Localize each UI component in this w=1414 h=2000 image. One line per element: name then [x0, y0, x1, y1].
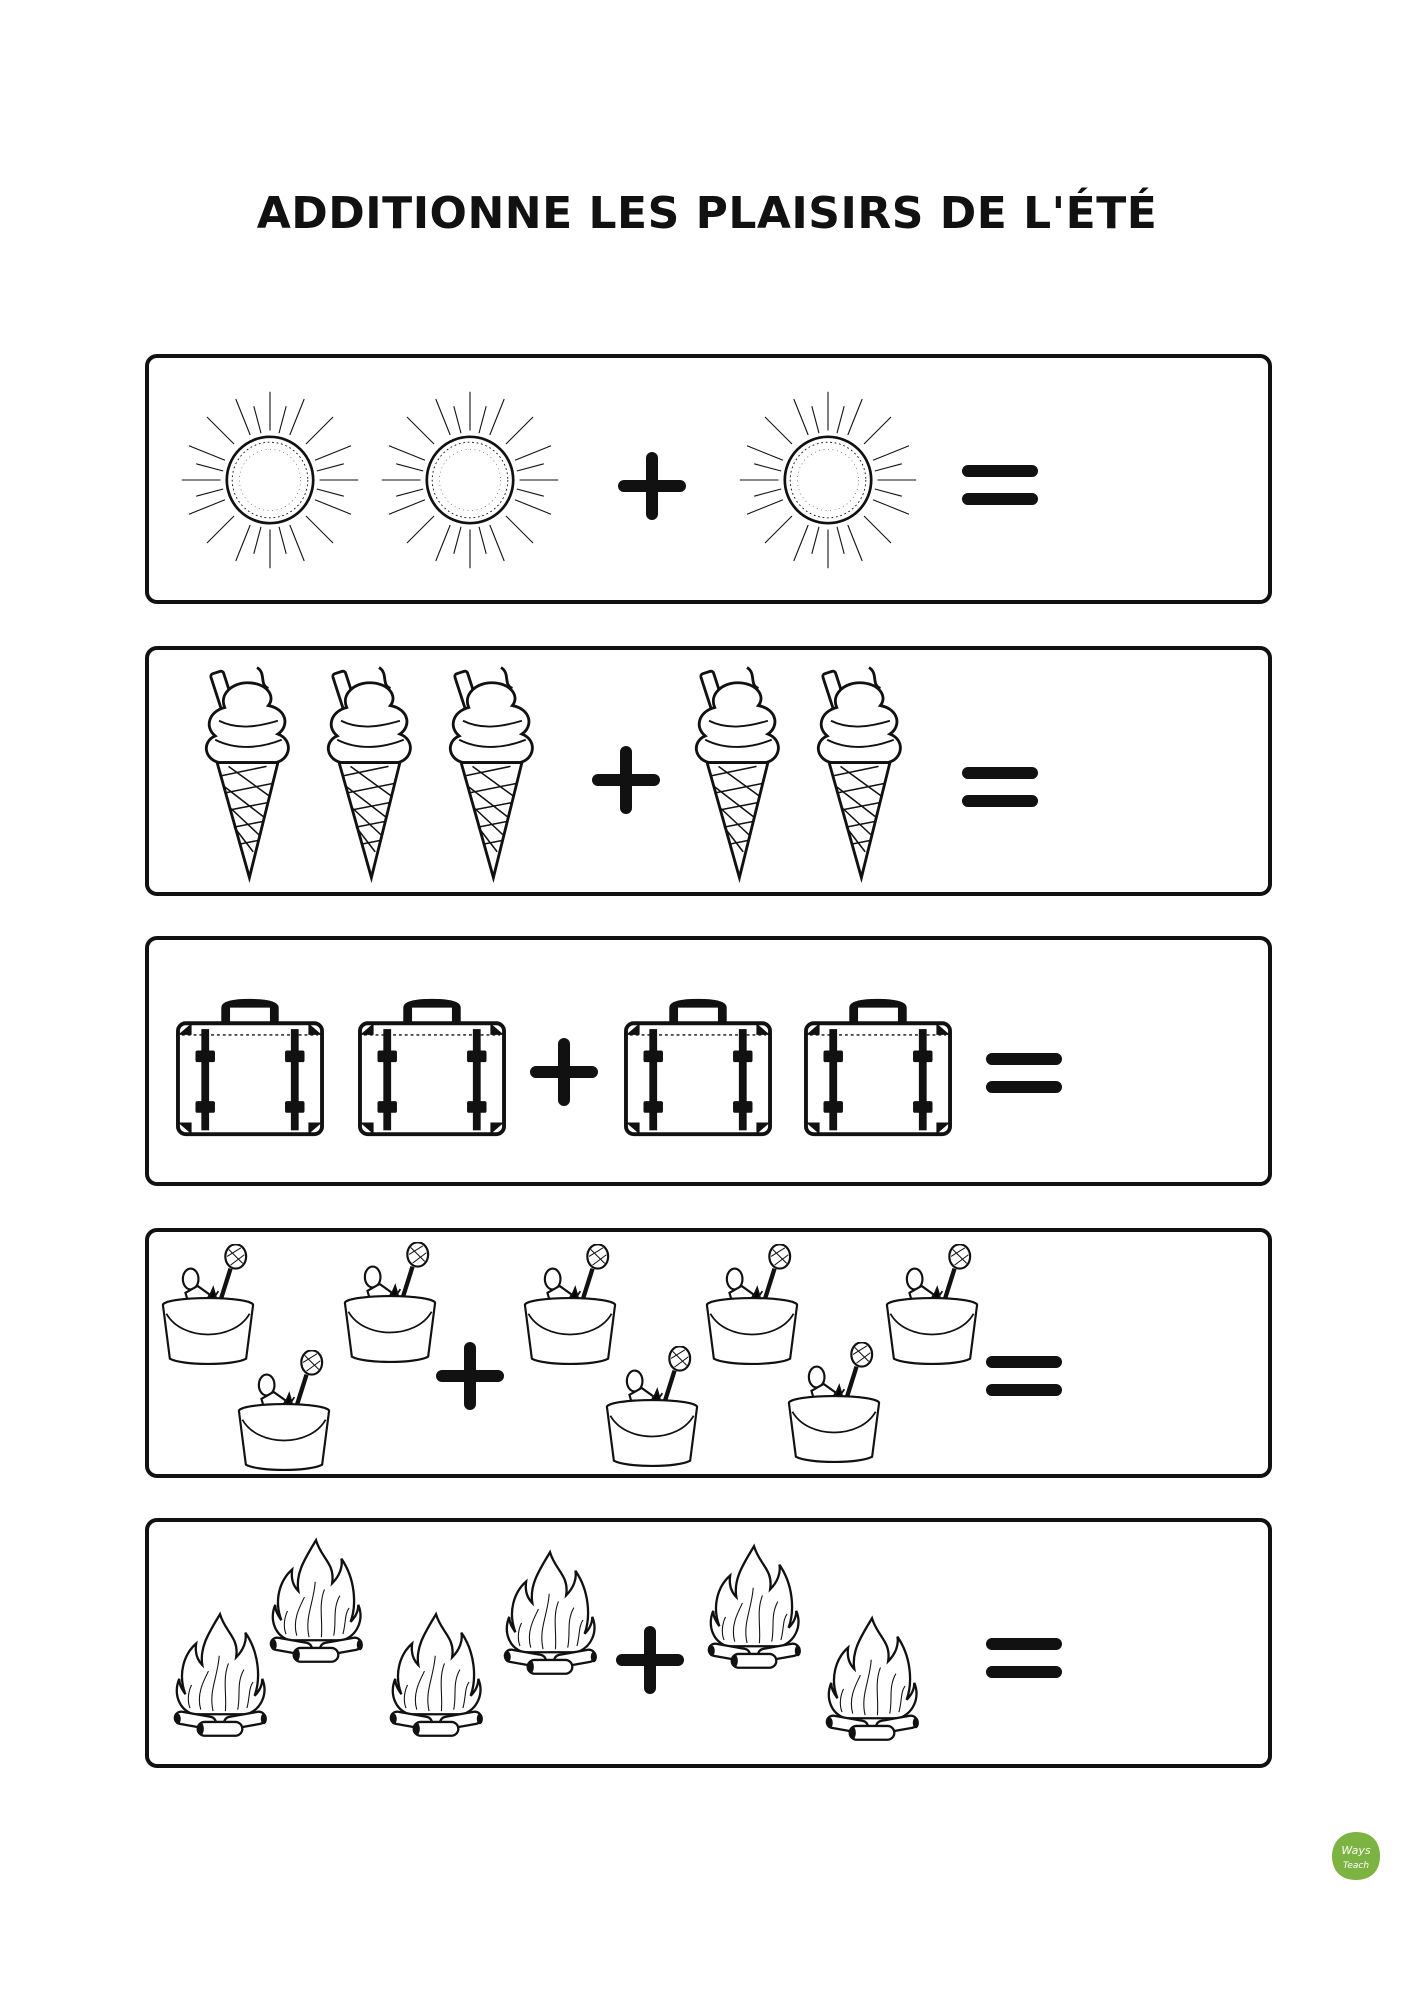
ways-teach-logo [1330, 1830, 1382, 1882]
campfire-icon [266, 1526, 366, 1676]
sun-icon [180, 390, 360, 570]
sand-bucket-icon [338, 1242, 442, 1364]
suitcase-icon [620, 996, 776, 1142]
ice-cream-cone-icon [812, 662, 907, 884]
sand-bucket-icon [782, 1342, 886, 1464]
sun-icon [380, 390, 560, 570]
worksheet-title: ADDITIONNE LES PLAISIRS DE L'ÉTÉ [256, 188, 1158, 239]
svg-text:Ways: Ways [1341, 1844, 1371, 1857]
ice-cream-cone-icon [690, 662, 785, 884]
ice-cream-cone-icon [444, 662, 539, 884]
plus-sign [612, 446, 692, 526]
sand-bucket-icon [600, 1346, 704, 1468]
suitcase-icon [800, 996, 956, 1142]
campfire-icon [500, 1538, 600, 1688]
svg-text:Teach: Teach [1342, 1861, 1370, 1871]
sand-bucket-icon [232, 1350, 336, 1472]
plus-sign [524, 1032, 604, 1112]
campfire-icon [822, 1604, 922, 1754]
equals-sign [984, 1043, 1064, 1103]
campfire-icon [386, 1600, 486, 1750]
sand-bucket-icon [880, 1244, 984, 1366]
plus-sign [586, 740, 666, 820]
plus-sign [430, 1336, 510, 1416]
sun-icon [738, 390, 918, 570]
equals-sign [984, 1628, 1064, 1688]
equals-sign [960, 757, 1040, 817]
suitcase-icon [354, 996, 510, 1142]
ice-cream-cone-icon [200, 662, 295, 884]
plus-sign [610, 1620, 690, 1700]
ice-cream-cone-icon [322, 662, 417, 884]
campfire-icon [704, 1532, 804, 1682]
equals-sign [960, 455, 1040, 515]
suitcase-icon [172, 996, 328, 1142]
campfire-icon [170, 1600, 270, 1750]
equals-sign [984, 1346, 1064, 1406]
sand-bucket-icon [156, 1244, 260, 1366]
